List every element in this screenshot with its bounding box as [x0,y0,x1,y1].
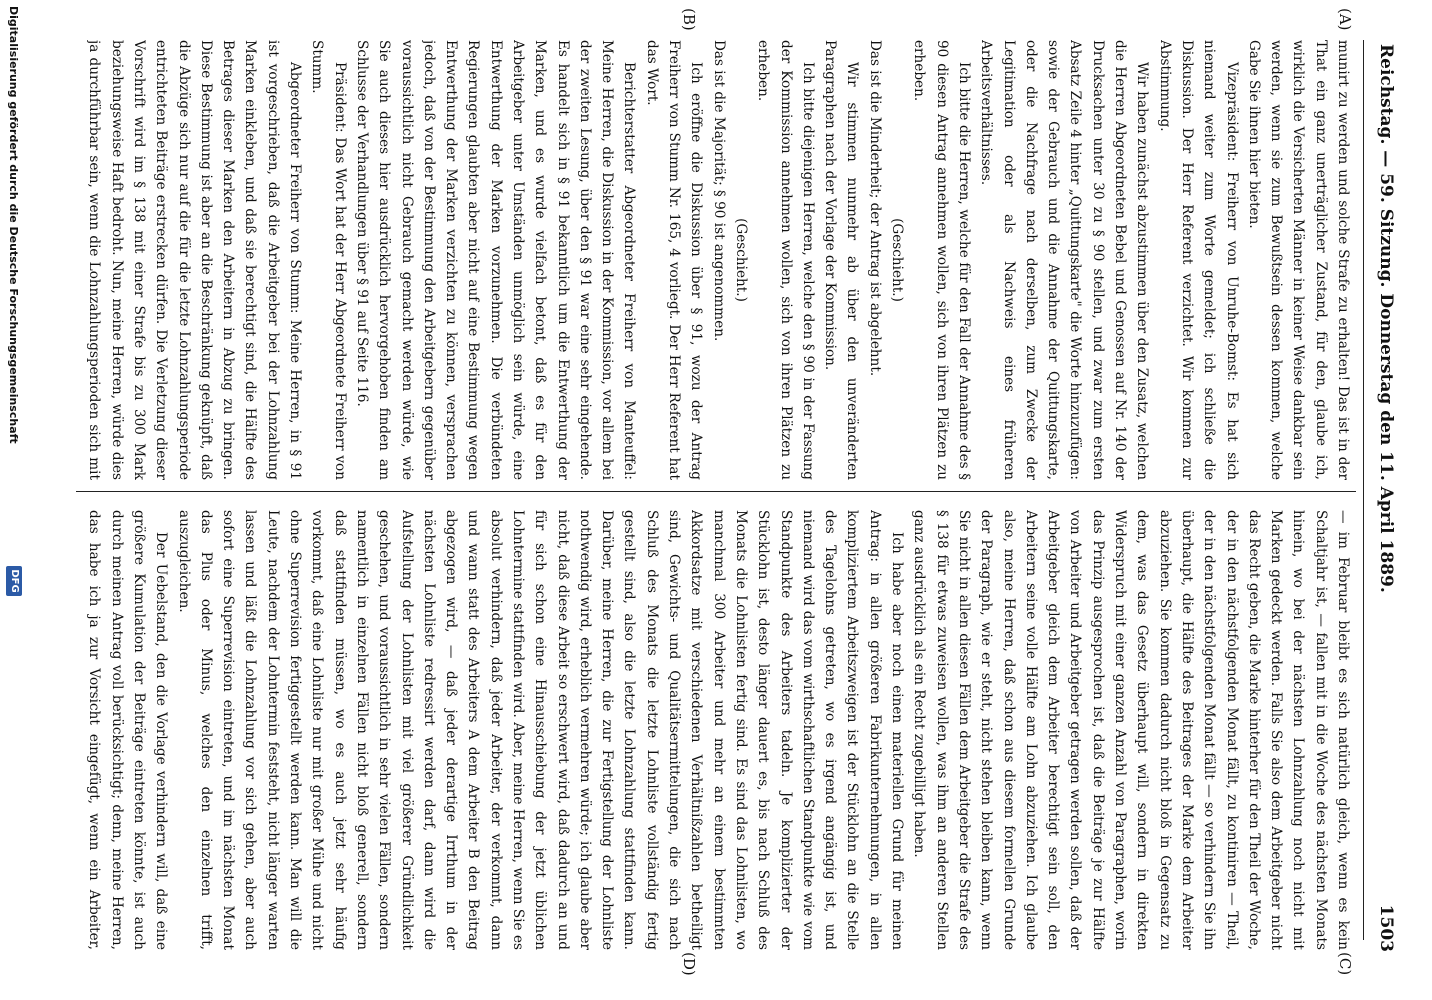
stage-direction: (Geschieht.) [889,218,906,302]
paragraph: Berichterstatter Abgeordneter Freiherr von Manteuffel: Meine Herren, die Diskussion in der Kommission, vor allem bei der zweiten Lesung, über den § 91 war eine sehr eingehende. Es handelt sich in § 91 bekanntlich um die Entwerthung der Marken, und es wurde vielfach betont, daß es für den Arbeitgeber unter Umständen unmöglich sein würde, eine Entwerthung der Marken vorzunehmen. Die verbündeten Regierungen glaubten aber nicht auf eine Bestimmung wegen Entwerthung der Marken verzichten zu können, versprachen jedoch, daß von der Bestimmung den Arbeitgebern gegenüber voraussichtlich nicht Gebrauch gemacht werden würde, wie Sie auch dieses hier ausdrücklich hervorgehoben finden am Schlusse der Verhandlungen über § 91 auf Seite 116. [353,40,638,480]
paragraph: Wir haben zunächst abzustimmen über den Zusatz, welchen die Herren Abgeordneten Bebel und Genossen auf Nr. 140 der Drucksachen unter 30 zu § 90 stellen, und zwar zum ersten Absatz Zeile 4 hinter „Quittungskarte" die Worte hinzuzufügen: sowie der Gebrauch und die Annahme der Quittungskarte, oder die Nachfrage nach derselben, zum Zwecke der Legitimation oder als Nachweis eines früheren Arbeitsverhältnisses. [978,40,1151,480]
paragraph: Ich bitte diejenigen Herren, welche den § 90 in der Fassung der Kommission annehmen wollen, sich von ihren Plätzen zu erheben. [755,40,816,480]
paragraph: — im Februar bleibt es sich natürlich gleich, wenn es kein Schaltjahr ist, — fallen mit in die Woche des nächsten Monats hinein, wo bei der nächsten Lohnzahlung noch nicht mit Marken gedeckt werden. Falls Sie also dem Arbeitgeber nicht das Recht geben, die Marke hinterher für den Theil der Woche, der in den nächstfolgenden Monat fällt, zu kontiniren — Theil, der in den nächstfolgenden Monat fällt — so verhindern Sie ihn überhaupt, die Hälfte des Beitrages der Marke dem Arbeiter abzuziehen. Sie kommen dadurch nicht bloß in Gegensatz zu dem, was das Gesetz überhaupt will, sondern in direkten Widerspruch mit einer ganzen Anzahl von Paragraphen, worin das Prinzip ausgesprochen ist, daß die Beiträge je zur Hälfte von Arbeiter und Arbeitgeber getragen werden sollen, daß der Arbeitgeber gleich dem Arbeiter berechtigt sein soll, den Arbeitern seine volle Hälfte am Lohn abzuziehen. Ich glaube also, meine Herren, daß schon aus diesem formellen Grunde der Paragraph, wie er steht, nicht stehen bleiben kann, wenn Sie nicht in allen diesen Fällen dem Arbeitgeber die Strafe des § 138 für etwas zuweisen wollen, was ihm an anderen Stellen ganz ausdrücklich als ein Recht zugebilligt haben. [911,510,1351,950]
column-divider [76,491,1356,492]
paragraph: Ich bitte die Herren, welche für den Fall der Annahme des § 90 diesen Antrag annehmen wollen, sich von ihren Plätzen zu erheben. [911,40,972,480]
margin-mark-a: (A) [1336,8,1354,31]
digitization-stamp [2,0,24,1000]
stage-direction: (Geschieht.) [732,218,749,302]
paragraph: munirt zu werden und solche Strafe zu erhalten! Das ist in der That ein ganz unerträglicher Zustand, für den, glaube ich, wirklich die Versicherten Männer in keiner Weise dankbar sein werden, wenn sie zum Bewußtsein dessen kommen, welche Gabe Sie ihnen hier bieten. [1245,40,1351,480]
right-column [84,510,1354,950]
stamp-text: Digitalisierung gefördert durch die Deutsche Forschungsgemeinschaft [7,6,20,444]
dfg-logo: DFG [6,566,22,596]
paragraph: Ich habe aber noch einen materiellen Grund für meinen Antrag: in allen größeren Fabrikunternehmungen, in allen kompliziertem Arbeitszweigen ist der Stücklohn an die Stelle des Tagelohns getreten, wo es irgend angängig ist, und niemand wird das vom wirthschaftlichen Standpunkte wie vom Standpunkte des Arbeiters tadeln. Je komplizierter der Stücklohn ist, desto länger dauert es, bis nach Schluß des Monats die Lohnlisten fertig sind. Es sind das Lohnlisten, wo manchmal 300 Arbeiter und mehr an einem bestimmten Akkordsatze mit verschiedenen Verhältnißzahlen betheiligt sind, Gewichts- und Qualitätsermittelungen, die sich nach Schluß des Monats die letzte Lohnliste vollständig fertig gestellt sind, also die letzte Lohnzahlung stattfinden kann. Darüber, meine Herren, die zur Fertigstellung der Lohnliste nothwendig wird, erheblich vermehren würde; ich glaube aber nicht, daß diese Arbeit so erschwert wird, daß dadurch an und für sich schon eine Hinausschiebung der jetzt üblichen Lohntermine stattfinden wird. Aber, meine Herren, wenn Sie es absolut verhindern, daß jeder Arbeiter, der verkommt, dann und wann statt des Arbeiters A dem Arbeiter B den Beitrag abgezogen wird, — daß jeder derartige Irrthum in der nächsten Lohnliste redressirt werden darf, dann wird die Aufstellung der Lohnlisten mit viel größerer Gründlichkeit geschehen, und voraussichtlich in sehr vielen Fällen, sondern namentlich in einzelnen Fällen nicht bloß generell, sondern daß stattfinden müssen, wo es auch jetzt sehr häufig vorkommt, daß eine Lohnliste nur mit großer Mühe und nicht ohne Superrevision fertiggestellt werden kann. Man will die Leute, nachdem der Lohntermin feststeht, nicht länger warten lassen und läßt die Lohnzahlung vor sich gehen, aber auch sofort eine Superrevision eintreten, und im nächsten Monat das Plus oder Minus, welches den einzelnen trifft, auszugleichen. [175,510,906,950]
paragraph: Vizepräsident: Freiherr von Unruhe-Bomst: Es hat sich niemand weiter zum Worte gemeldet; ich schließe die Diskussion. Der Herr Referent verzichtet. Wir kommen zur Abstimmung. [1156,40,1240,480]
page-header [1366,0,1410,1000]
paragraph: Wir stimmen nunmehr ab über den unveränderten Paragraphen nach der Vorlage der Kommission. [822,40,861,480]
margin-mark-d: (D) [680,952,698,976]
margin-mark-b: (B) [680,8,698,31]
paragraph: Der Uebelstand, den die Vorlage verhindern will, daß eine größere Kumulation der Beiträge eintreten könnte, ist auch durch meinen Antrag voll berücksichtigt; denn, meine Herren, das habe ich ja zur Vorsicht eingefügt, wenn ein Arbeiter, [86,510,170,950]
paragraph: Das ist die Majorität; § 90 ist angenommen. [710,40,727,342]
paragraph: Abgeordneter Freiherr von Stumm: Meine Herren, in § 91 ist vorgeschrieben, daß die Arbeitgeber bei der Lohnzahlung Marken einkleben, und daß sie berechtigt sind, die Hälfte des Betrages dieser Marken den Arbeitern in Abzug zu bringen. Diese Bestimmung ist aber an die Beschränkung geknüpft, daß die Abzüge sich nur auf die für die letzte Lohnzahlungsperiode entrichteten Beiträge erstrecken dürfen. Die Verletzung dieser Vorschrift wird im § 138 mit einer Strafe bis zu 300 Mark beziehungsweise Haft bedroht. Nun, meine Herren, würde dies ja durchführbar sein, wenn die Lohnzahlungsperioden sich mit [86,40,304,480]
header-title: Reichstag. — 59. Sitzung. Donnerstag den 11. April 1889. [1376,44,1396,593]
paragraph: Ich eröffne die Diskussion über § 91, wozu der Antrag Freiherr von Stumm Nr. 165, 4 vorliegt. Der Herr Referent hat das Wort. [643,40,705,480]
margin-mark-c: (C) [1336,952,1354,976]
left-column [84,40,1354,480]
page-number: 1503 [1376,904,1396,952]
paragraph: Das ist die Minderheit; der Antrag ist abgelehnt. [866,40,883,377]
paragraph: Präsident: Das Wort hat der Herr Abgeordnete Freiherr von Stumm. [309,40,348,480]
header-rule [1363,40,1364,940]
